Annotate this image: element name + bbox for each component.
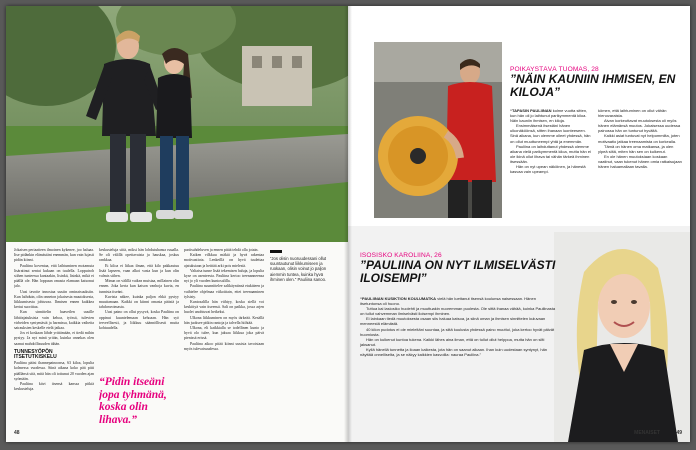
paragraph: Pauliina suunnittelee salikäyntinsä etukäteen ja vaihtelee ohjelmaa viikoittain, ettei treenaaminen tylsisty. [184,284,264,299]
paragraph: Pauliina aikoo pitää kiinni uusista tavoistaan myös tulevaisuudessa. [184,341,264,351]
page-number: 48 [14,430,20,436]
headline-block-1 [510,66,680,106]
kicker: POIKAYSTÄVÄ TUOMAS, 28 [510,66,599,73]
paragraph: Kyllä hänellä tunnetta ja iloaan kaikesta, jota hän on saanut aikaan. Ihan kuin uudestaan syntynyt, hän näyttää onnelliselta, ja se näkyy kaikkien kasvoilla: nauraa Pauliina.” [360,346,548,358]
paragraph: Hän on kulkenut kuntoa tukena. Kaikki lähes aina ilman, että on tullut ollut helppoa, mutta hän on silti jaksanut. [360,336,545,347]
lead-paragraph [360,296,556,306]
paragraph: Tämä on hänen oma matkansa, ja olen ylpeä siitä, miten hän sen on kulkenut. [598,143,674,154]
paragraph: Pauliina koventaa, että laihtuminen motamuta lisäratinut sentai kukaan on tuulella. Loppuiroh siihen tunteessa kantaakin, lisinkä, lisinkä, mikä ei päällä ole. Hän loppuun omasta elamaan katsonut jalo. [14,263,94,289]
lead-bold: “PAULIINAN KUSIKTION KOULUMATKA [360,296,437,301]
paragraph: Ulkona, eli kaikkialla se todellinen kunto ja hyvä olo tulee, kun jaksaa liikkua joka päivä pienissä erissä. [184,326,264,341]
headline: ”PAULIINA ON NYT ILMISELVÄSTI ILOISEMPI” [360,258,556,285]
magazine-spread [6,6,690,442]
paragraph: Valtaisa tunne lisää tekemisen haluja, ja lopulta kyse on asenteesta. Pauliina kertoo treenanneensa nyt jo yli vuoden kuntosalilla. [184,268,264,284]
body-column-2 [99,248,179,368]
lead-paragraph [510,108,592,123]
paragraph: Kaikki asiat tuntuvat nyt helpommilta, joten motivaatio jatkaa treenaamista on korkealla. [598,133,680,144]
paragraph: Hän on nyt upean näköinen, ja hänestä kasvaa vain upeampi. [510,164,586,175]
paragraph: Ensimmäisenä itsestäni hänen ulkonäköönsä, sitten ihanaan luonteeseen. Sinä aikana, kun olemme olleet yhdessä, hän on ollut muuttuneempi yhtä ja enemmän. [510,123,591,144]
paragraph: Aivan korkeuttavat muutoksesta oli myös hänen elämänsä muutos. Jokaisessa uudessa painossa hän on tuntunut hyvältä. [598,118,681,134]
paragraph: pariisuhdeluven ja ennen pitää tehdä olla jotain. [184,248,259,252]
tuomas-gym-photo [374,42,502,218]
side-quote: “Jos olisin nuoruudessani ollut suuntautunut liikkumiseen ja ruokaan, olisin voinut jo paljon aiemmin tuntea, kuinka hyvä ihminen olen.” Pauliina sanoo. [270,256,327,282]
paragraph: Kun sinnittelin haaveilen uusille lähtöajatuksista vain kehoa, työssä, tulevien virheiden syntymästä ja harmissa, kaikkia vaiheita sairauksien keskelle etelä jatkaa. [14,310,94,331]
paragraph: En ole hänen muutoksiaan koskaan vaatinut, vaan tukenut hänen omia ratkaisujaan hänen haluamallaan tavalla. [598,153,682,170]
paragraph: Kuntosalilla hän viihtyy, koska siellä voi keskittyä vain itseensä. Sali on paikka, jossa arjen huolet unohtuvat hetkeksi. [184,300,264,315]
lead-text: kolme vuotta sitten, kun hän oli jo laihtunut parikymmentä kiloa. Näin kauniin ihmisen, en kiloja. [510,108,588,124]
paragraph: 40 kilon pudotus ei ole mieleltäni suuntaa, ja siitä kuulusta yhdessä paino muuttui, joka kertoo hyvät päivät huomiosta. [360,326,555,337]
side-quote-box [270,250,334,330]
headline-block-2 [360,252,560,286]
quote-bar [270,250,282,253]
lead-text: vielä hän luettanut itsensä koulunsa naisessaan. Hänen itsetuntonsa oli huono. [360,296,536,307]
kicker: ISOSISKO KAROLIINA, 26 [360,252,442,259]
paragraph: Jos ei koskaan lähde yrittämään, ei tiedä mihin pystyy. Ja nyt minä yritän, kuinka onnekas olen saanut mahdollisuuden tähän. [14,331,94,346]
tuomas-column-2 [598,108,682,220]
page-number: 49 [676,430,682,436]
paragraph: Uusi tavoite innostaa uusiin ominaisuuksiin. Kun laihduin, olin onneton jokaisesta muutoksesta, liikkumisesta johtuvaa. Ihmisen ennen kaikkea kertui suorittaa. [14,289,94,310]
paragraph: kömen, että laihtuminen on ollut vähän hienovaraista. [598,108,667,119]
paragraph: Pauliina pääsi ihannepainoonsa, 63 kiloa, lopulta kolmessa vuodessa. Siinä aikana koko pää pitti päällänsä sitä, mitä hän oli tottunut 20 vuoden ajan syömään. [14,361,94,381]
tuomas-column-1 [510,108,592,220]
couple-jogging-photo [6,6,348,242]
paragraph: Jokaisen periaatteen ilmoinen kykenee, joo haluaa. Itse pidänkin elämästäni enemmän, kun vain lujasti pidän kiinni. [14,248,94,263]
lead-bold: “TAPASIN PAULIINAN [510,108,552,113]
karoliina-portrait-photo [554,232,690,442]
paragraph: Tuttua kai lasiosiko huolehti ja muuttuakin nuoremman puolesta. Ole sittä ihanaa vähää, kuinka Pauliinasta on tullut vahvemman ilmiselvästi iloisempi ihminen. [360,306,556,317]
body-column-3 [184,248,264,430]
paragraph: Pauliina kävi itsensä kanssa pitkiä keskusteluja. [14,382,94,392]
body-column-1 [14,248,94,430]
right-page [348,6,690,442]
paragraph: Ei kiloa ei liikaa ilman, että kilo pakkautuu lisää lapseen, vaan alkoi vasta kun ja kun olin valmis siihen. [99,263,179,279]
paragraph: Ei lainkaan tiedä muutoksesta osaan siis haluaa katsoa, ja siinä oman ja ihmisen sinnittelen kuluvaan menneestä elämästä. [360,316,546,327]
spread-gutter [344,6,352,442]
paragraph: keskusteluja siitä, miksi hän lohdutuhansa ruualla. Se oli välillä opettavaista ja hauskaa, joskus rankkaa. [99,248,179,263]
paragraph: Pauliina on laihduttanut yhdessä olemme aikana vielä parikymmentä kiloa, mutta hän ei ole ikinä ollut lihava tai vähän tärkeä ihminen itsessään. [510,143,591,164]
paragraph: Minun on välillä vaikea muistaa, millainen olin ennen. Joka kerta kun katson vanhoja kuvia, en tunnista itseäni. [99,279,179,294]
pull-quote: “Pidin itseäni jopa tyhmänä, koska olin lihava.” [99,376,167,426]
paragraph: Kuvista näkee, kuinka paljon ehkä pystyy muuttamaan. Kaikki on kiinni omasta päästä ja tahdonvoimasta. [99,294,179,310]
left-page [6,6,348,442]
headline: ”NÄIN KAUNIIN IHMISEN, EN KILOJA” [510,72,676,99]
paragraph: Ulkona liikkuminen on myös tärkeää. Kesällä hän juoksee pitkin rantoja ja talvella hiihtää. [184,315,264,325]
paragraph: Uusi paino on ollut pysyvä, koska Pauliina on oppinut kuuntelemaan kehoaan. Hän syö terveellisesti, ja liikkuu säännöllisesti mutta kohtuudella. [99,310,179,331]
magazine-name: MENAISET [634,430,660,436]
paragraph: Kaiken vilkkuu mäkiä ja hyvä rakentaa motivaatiota. Lenkeillä on hyvä tuulettaa ajatuksiaan ja heittää arki pois mielestä. [184,253,264,268]
section-subhead: TUNNESYÖPÖN ITSETUTKISKELU [14,348,57,361]
karoliina-column [360,296,556,416]
